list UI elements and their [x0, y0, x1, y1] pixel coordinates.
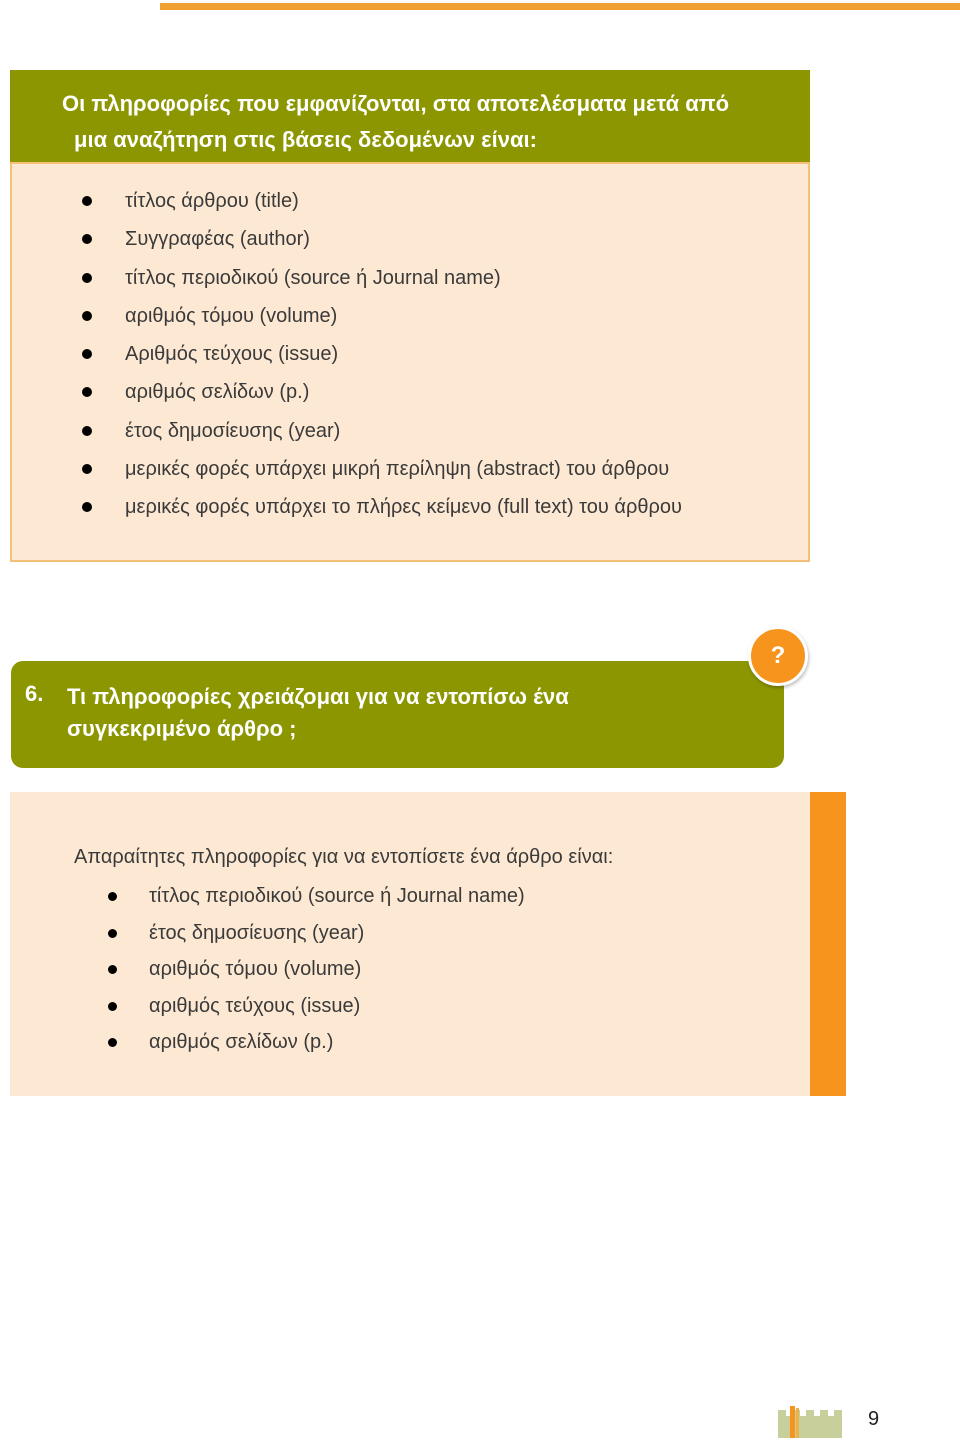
list-item-text: μερικές φορές υπάρχει μικρή περίληψη (abstract) του άρθρου: [125, 458, 670, 481]
list-item: [12, 297, 808, 335]
info-list: [12, 164, 808, 527]
info-list-panel: [10, 162, 810, 562]
list-item: [10, 1027, 525, 1064]
info-header-line-2: μια αναζήτηση στις βάσεις δεδομένων είναι:: [74, 127, 537, 152]
bullet-icon: [108, 929, 117, 938]
list-item: [10, 991, 525, 1028]
list-item: [12, 220, 808, 258]
list-item-text: αριθμός τεύχους (issue): [149, 994, 361, 1017]
bullet-icon: [108, 892, 117, 901]
bullet-icon: [108, 1002, 117, 1011]
list-item: [12, 488, 808, 526]
question-line-1: Τι πληροφορίες χρειάζομαι για να εντοπίσω ένα: [67, 684, 569, 709]
list-item-text: Συγγραφέας (author): [125, 228, 310, 251]
bullet-icon: [82, 196, 92, 206]
castle-logo-icon: [778, 1406, 842, 1438]
bullet-icon: [82, 464, 92, 474]
list-item-text: αριθμός σελίδων (p.): [149, 1031, 334, 1054]
list-item: [10, 954, 525, 991]
list-item-text: αριθμός τόμου (volume): [149, 958, 362, 981]
list-item-text: αριθμός τόμου (volume): [125, 304, 338, 327]
question-mark-icon: ?: [748, 626, 808, 686]
bullet-icon: [82, 311, 92, 321]
answer-sidebar-accent: [810, 792, 846, 1096]
list-item: [10, 881, 525, 918]
top-orange-rule: [160, 3, 960, 10]
list-item-text: τίτλος περιοδικού (source ή Journal name): [149, 885, 525, 907]
answer-list: [10, 881, 525, 1064]
question-number: 6.: [25, 681, 44, 706]
list-item-text: τίτλος περιοδικού (source ή Journal name): [125, 266, 501, 289]
page-number: 9: [868, 1408, 880, 1430]
bullet-icon: [108, 965, 117, 974]
list-item: [12, 412, 808, 450]
info-header: [10, 70, 810, 162]
answer-panel: [10, 792, 810, 1096]
list-item: [12, 182, 808, 220]
list-item: [12, 259, 808, 297]
list-item-text: έτος δημοσίευσης (year): [125, 419, 341, 442]
list-item-text: τίτλος άρθρου (title): [125, 190, 299, 212]
list-item: [12, 373, 808, 411]
question-header: [11, 661, 784, 768]
list-item-text: έτος δημοσίευσης (year): [149, 921, 365, 944]
list-item-text: αριθμός σελίδων (p.): [125, 381, 310, 404]
bullet-icon: [108, 1038, 117, 1047]
list-item: [10, 918, 525, 955]
list-item: [12, 335, 808, 373]
list-item-text: μερικές φορές υπάρχει το πλήρες κείμενο (full text) του άρθρου: [125, 496, 682, 519]
bullet-icon: [82, 426, 92, 436]
list-item: [12, 450, 808, 488]
list-item-text: Αριθμός τεύχους (issue): [125, 343, 339, 366]
bullet-icon: [82, 234, 92, 244]
question-line-2: συγκεκριμένο άρθρο ;: [67, 716, 297, 741]
bullet-icon: [82, 502, 92, 512]
bullet-icon: [82, 349, 92, 359]
bullet-icon: [82, 273, 92, 283]
info-header-line-1: Οι πληροφορίες που εμφανίζονται, στα αποτελέσματα μετά από: [62, 91, 730, 116]
answer-intro: Απαραίτητες πληροφορίες για να εντοπίσετε ένα άρθρο είναι:: [74, 846, 614, 868]
bullet-icon: [82, 387, 92, 397]
